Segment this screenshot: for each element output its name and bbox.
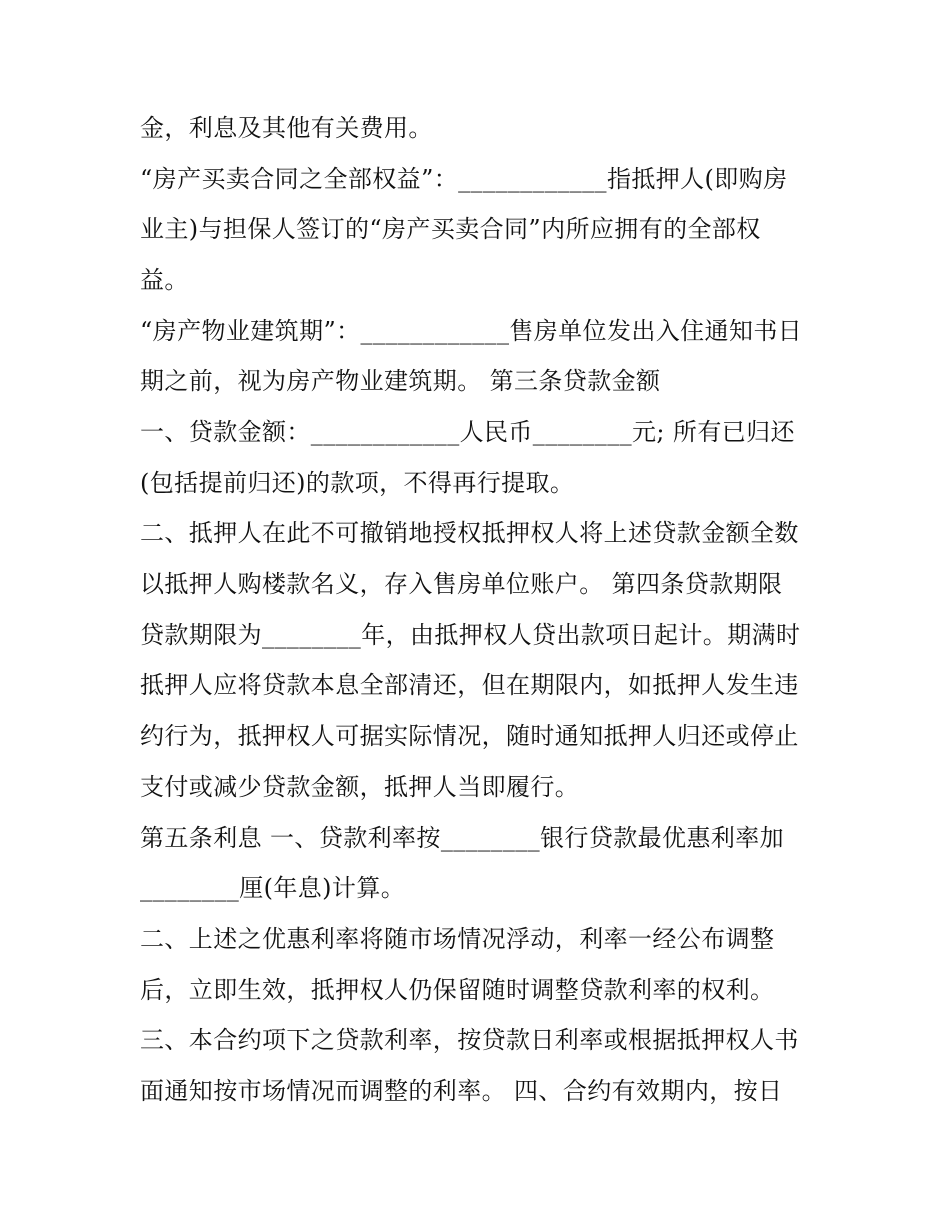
text-line-15: 第五条利息 一、贷款利率按________银行贷款最优惠利率加 — [140, 824, 785, 852]
text-line-13: 约行为，抵押权人可据实际情况，随时通知抵押人归还或停止 — [140, 722, 799, 750]
text-line-16: ________厘(年息)计算。 — [140, 874, 406, 902]
text-line-10: 以抵押人购楼款名义，存入售房单位账户。 第四条贷款期限 — [140, 570, 783, 598]
text-line-4: 益。 — [140, 266, 189, 294]
text-line-1: 金，利息及其他有关费用。 — [140, 114, 433, 142]
text-line-19: 三、本合约项下之贷款利率，按贷款日利率或根据抵押权人书 — [140, 1026, 799, 1054]
text-line-12: 抵押人应将贷款本息全部清还，但在期限内，如抵押人发生违 — [140, 671, 799, 699]
text-line-2: “房产买卖合同之全部权益”：____________指抵押人(即购房 — [140, 165, 788, 193]
text-line-11: 贷款期限为________年，由抵押权人贷出款项日起计。期满时 — [140, 621, 801, 649]
text-line-5: “房产物业建筑期”：____________售房单位发出入住通知书日 — [140, 317, 803, 345]
text-line-14: 支付或减少贷款金额，抵押人当即履行。 — [140, 773, 580, 801]
text-line-7: 一、贷款金额：____________人民币________元; 所有已归还 — [140, 418, 795, 446]
text-line-17: 二、上述之优惠利率将随市场情况浮动，利率一经公布调整 — [140, 925, 775, 953]
text-line-20: 面通知按市场情况而调整的利率。 四、合约有效期内，按日 — [140, 1077, 783, 1105]
text-line-9: 二、抵押人在此不可撤销地授权抵押权人将上述贷款金额全数 — [140, 519, 799, 547]
text-line-8: (包括提前归还)的款项，不得再行提取。 — [140, 469, 575, 497]
text-line-3: 业主)与担保人签订的“房产买卖合同”内所应拥有的全部权 — [140, 215, 761, 243]
text-line-18: 后，立即生效，抵押权人仍保留随时调整贷款利率的权利。 — [140, 976, 775, 1004]
text-line-6: 期之前，视为房产物业建筑期。 第三条贷款金额 — [140, 367, 661, 395]
